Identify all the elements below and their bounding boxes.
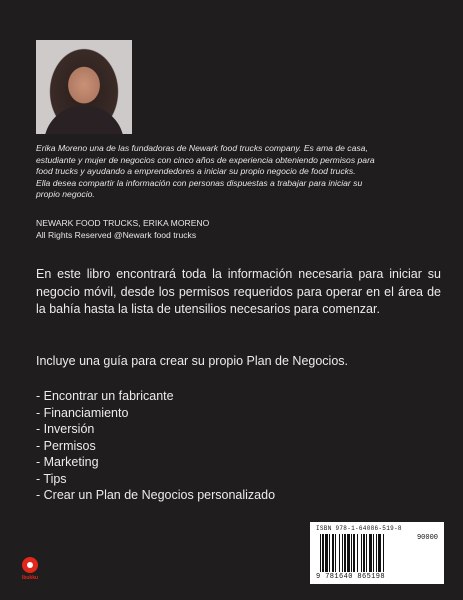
circle-logo-icon	[22, 557, 38, 573]
copyright-line-2: All Rights Reserved @Newark food trucks	[36, 230, 197, 240]
barcode-bar	[363, 534, 365, 572]
business-plan-note: Incluye una guía para crear su propio Plan de Negocios.	[36, 354, 348, 368]
barcode-bar	[329, 534, 330, 572]
feature-item: - Tips	[36, 471, 67, 486]
barcode-number: 9 781640 865198	[316, 573, 386, 581]
barcode-bar	[353, 534, 355, 572]
isbn-barcode	[310, 522, 444, 584]
feature-item: - Inversión	[36, 422, 95, 436]
feature-item: - Permisos	[36, 438, 96, 453]
barcode-bars	[320, 534, 412, 572]
author-bio-line: Erika Moreno una de las fundadoras de Newark food trucks company. Es ama de casa,	[36, 143, 368, 153]
feature-list	[36, 388, 275, 504]
author-bio-line: food trucks y ayudando a emprendedores a iniciar su propio negocio de food trucks.	[36, 166, 356, 177]
author-bio	[36, 143, 436, 201]
author-bio-line: Ella desea compartir la información con personas dispuestas a trabajar para iniciar su	[36, 177, 363, 188]
book-description: En este libro encontrará toda la información necesaria para iniciar su negocio móvil, desde los permisos requeridos para operar en el área de la bahía hasta la lista de utensilios necesarios para comenzar.	[36, 267, 441, 316]
feature-item: - Encontrar un fabricante	[36, 389, 174, 403]
publisher-name: Ibukku	[21, 575, 39, 581]
barcode-bar	[332, 534, 334, 572]
barcode-bar	[351, 534, 352, 572]
barcode-bar	[366, 534, 367, 572]
feature-item: - Financiamiento	[36, 405, 129, 420]
barcode-bar	[361, 534, 362, 572]
barcode-bar	[357, 534, 358, 572]
author-bio-line: propio negocio.	[36, 189, 95, 200]
barcode-bar	[342, 534, 343, 572]
barcode-bar	[339, 534, 340, 572]
barcode-bar	[347, 534, 350, 572]
barcode-bar	[320, 534, 321, 572]
feature-item: - Marketing	[36, 455, 99, 469]
price-code: 90000	[416, 534, 438, 542]
barcode-bar	[335, 534, 336, 572]
author-bio-line: estudiante y mujer de negocios con cinco años de experiencia obteniendo permisos para	[36, 154, 375, 165]
publisher-logo	[20, 557, 40, 587]
barcode-bar	[376, 534, 377, 572]
barcode-bar	[325, 534, 328, 572]
copyright-block	[36, 217, 436, 241]
barcode-bar	[322, 534, 324, 572]
barcode-bar	[383, 534, 384, 572]
barcode-bar	[373, 534, 374, 572]
barcode-bar	[378, 534, 381, 572]
barcode-bar	[369, 534, 372, 572]
author-photo-shoulders	[44, 106, 124, 134]
copyright-line-1: NEWARK FOOD TRUCKS, ERIKA MORENO	[36, 218, 210, 228]
author-photo	[36, 40, 132, 134]
barcode-bar	[344, 534, 346, 572]
feature-item: - Crear un Plan de Negocios personalizado	[36, 488, 276, 502]
isbn-label: ISBN 978-1-64086-519-8	[316, 525, 402, 532]
